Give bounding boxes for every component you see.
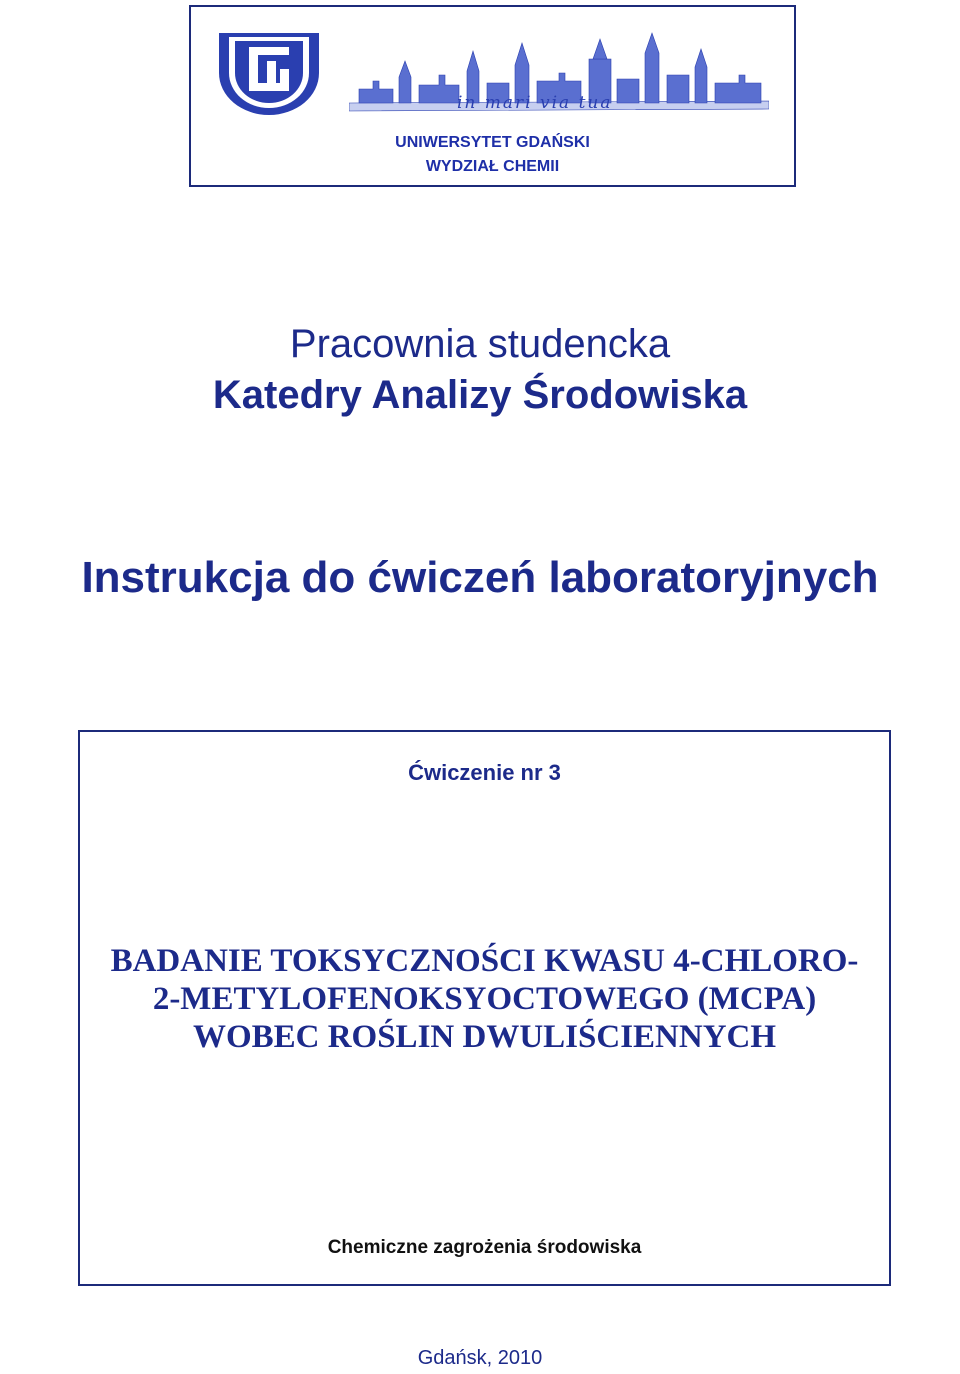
university-motto: in mari via tua [457,93,613,113]
lab-title-line2: Katedry Analizy Środowiska [212,373,748,417]
topic-line-3: WOBEC ROŚLIN DWULIŚCIENNYCH [192,1019,777,1055]
topic-line-1: BADANIE TOKSYCZNOŚCI KWASU 4-CHLORO- [110,943,859,979]
university-logo-icon [219,33,319,115]
faculty-name: WYDZIAŁ CHEMII [425,158,560,175]
topic-line-2: 2-METYLOFENOKSYOCTOWEGO (MCPA) [152,981,817,1017]
subject-name: Chemiczne zagrożenia środowiska [327,1237,642,1258]
lab-title-line1: Pracownia studencka [289,322,671,366]
exercise-number: Ćwiczenie nr 3 [408,760,561,785]
instruction-title: Instrukcja do ćwiczeń laboratoryjnych [81,553,879,602]
university-name: UNIWERSYTET GDAŃSKI [395,134,590,151]
exercise-topic [80,942,889,1056]
city-year: Gdańsk, 2010 [417,1347,543,1369]
exercise-box [78,730,891,1286]
header-box [189,5,796,187]
